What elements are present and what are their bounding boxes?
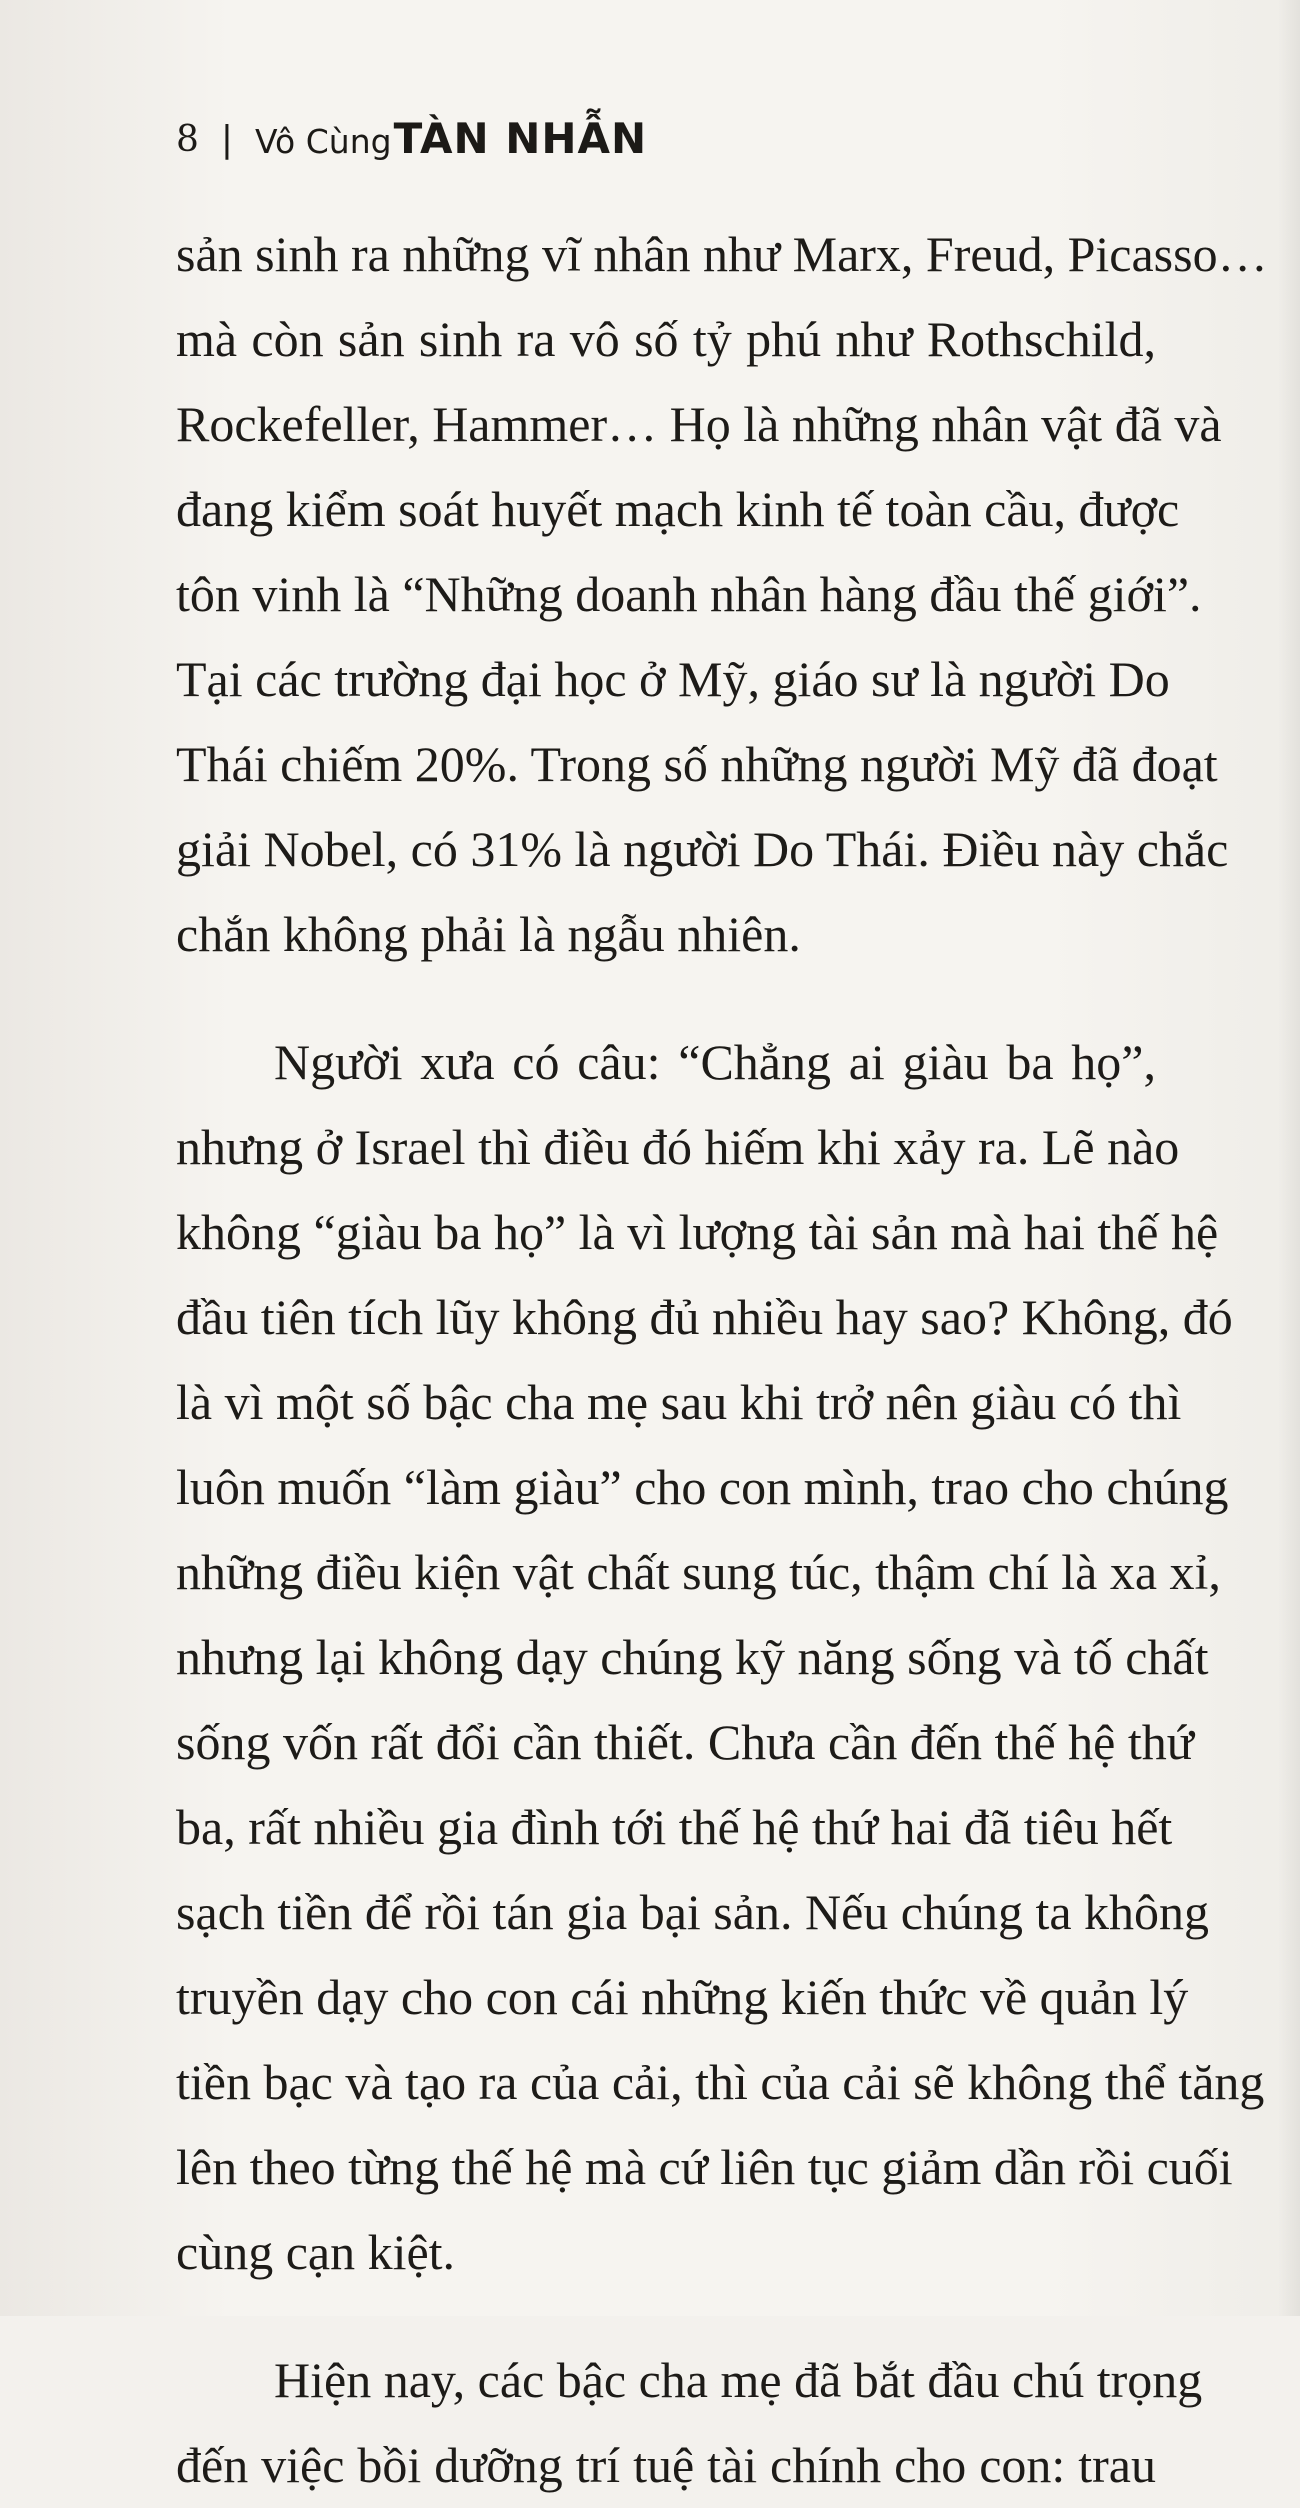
text-line: Tại các trường đại học ở Mỹ, giáo sư là người Do (176, 651, 1170, 707)
text-line: sạch tiền để rồi tán gia bại sản. Nếu chúng ta không (176, 1884, 1210, 1940)
text-line: nhưng ở Israel thì điều đó hiếm khi xảy ra. Lẽ nào (176, 1119, 1180, 1175)
text-line: cùng cạn kiệt. (176, 2224, 456, 2280)
text-line: luôn muốn “làm giàu” cho con mình, trao cho chúng (176, 1459, 1229, 1515)
text-line: đến việc bồi dưỡng trí tuệ tài chính cho con: trau (176, 2437, 1156, 2493)
text-line: Hiện nay, các bậc cha mẹ đã bắt đầu chú trọng (274, 2352, 1203, 2408)
page-spine-shadow (1278, 0, 1300, 2316)
body-text (176, 212, 1268, 2508)
paragraph-3 (176, 2338, 1203, 2508)
text-line: lên theo từng thế hệ mà cứ liên tục giảm dần rồi cuối (176, 2139, 1233, 2195)
text-line: đang kiểm soát huyết mạch kinh tế toàn cầu, được (176, 481, 1180, 537)
paragraph-gap (176, 2295, 1156, 2338)
text-line: Rockefeller, Hammer… Họ là những nhân vật đã và (176, 396, 1222, 452)
text-line: những điều kiện vật chất sung túc, thậm chí là xa xỉ, (176, 1544, 1221, 1600)
text-line: tiền bạc và tạo ra của cải, thì của cải sẽ không thể tăng (176, 2054, 1265, 2110)
header-separator: | (220, 119, 234, 160)
text-line: sản sinh ra những vĩ nhân như Marx, Freud, Picasso… (176, 226, 1268, 282)
text-line: đầu tiên tích lũy không đủ nhiều hay sao? Không, đó (176, 1289, 1233, 1345)
book-title-emphasis: TÀN NHẪN (393, 114, 648, 164)
text-line: giải Nobel, có 31% là người Do Thái. Điều này chắc (176, 821, 1229, 877)
text-line: không “giàu ba họ” là vì lượng tài sản mà hai thế hệ (176, 1204, 1219, 1260)
text-line: là vì một số bậc cha mẹ sau khi trở nên giàu có thì (176, 1374, 1182, 1430)
text-line: truyền dạy cho con cái những kiến thức về quản lý (176, 1969, 1189, 2025)
text-line: tôn vinh là “Những doanh nhân hàng đầu thế giới”. (176, 566, 1202, 622)
text-line: ba, rất nhiều gia đình tới thế hệ thứ hai đã tiêu hết (176, 1799, 1173, 1855)
paragraph-1 (176, 212, 1268, 977)
paragraph-gap (176, 977, 1156, 1020)
text-line: Thái chiếm 20%. Trong số những người Mỹ đã đoạt (176, 736, 1218, 792)
book-title-prefix: Vô Cùng (255, 122, 392, 161)
text-line: chắn không phải là ngẫu nhiên. (176, 906, 801, 962)
paragraph-2 (176, 1020, 1265, 2295)
text-line: Người xưa có câu: “Chẳng ai giàu ba họ”, (274, 1034, 1156, 1090)
text-line: mà còn sản sinh ra vô số tỷ phú như Rothschild, (176, 311, 1156, 367)
text-line: sống vốn rất đổi cần thiết. Chưa cần đến thế hệ thứ (176, 1714, 1194, 1770)
text-line: nhưng lại không dạy chúng kỹ năng sống và tố chất (176, 1629, 1209, 1685)
running-header (176, 98, 648, 164)
page-number: 8 (176, 119, 199, 160)
